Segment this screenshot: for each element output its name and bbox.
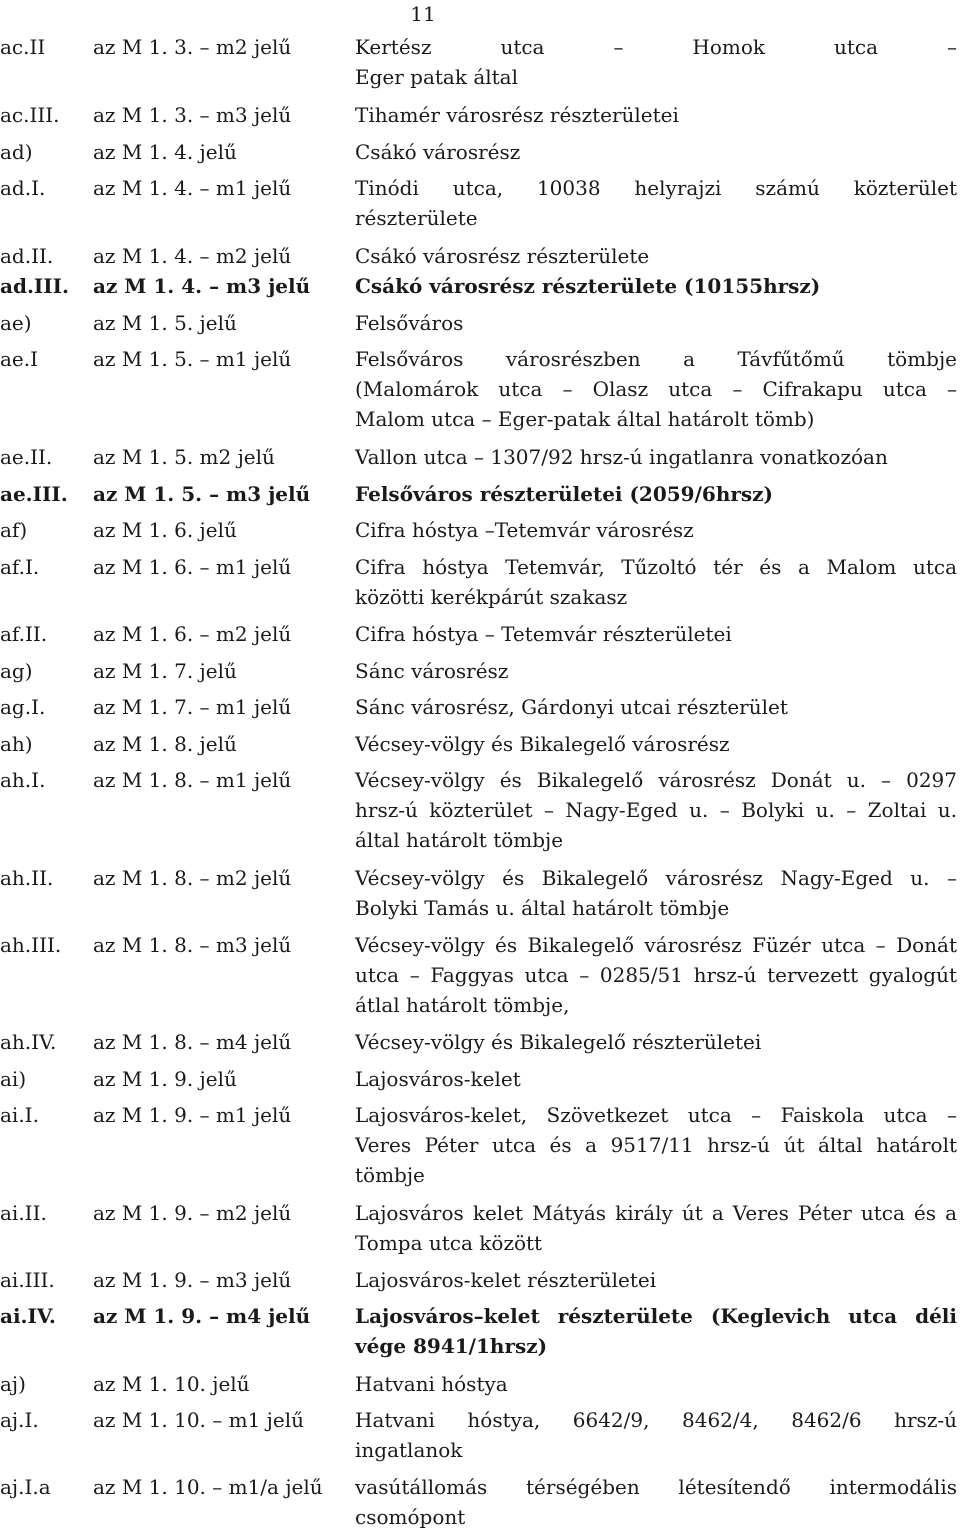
description-line: átlal határolt tömbje, (355, 993, 570, 1017)
description-line: Sánc városrész, Gárdonyi utcai részterület (355, 695, 788, 719)
description-line: Eger patak által (355, 65, 518, 89)
description-line: Bolyki Tamás u. által határolt tömbje (355, 896, 730, 920)
item-identifier: af.I. (0, 555, 40, 579)
description-line: Csákó városrész részterülete (355, 244, 650, 268)
description-line: Hatvani hóstya, 6642/9, 8462/4, 8462/6 hrsz-ú (355, 1408, 957, 1432)
item-description (355, 1472, 957, 1532)
item-zone-code: az M 1. 5. – m1 jelű (93, 347, 292, 371)
item-description (355, 656, 957, 686)
description-line: ingatlanok (355, 1438, 463, 1462)
description-line: csomópont (355, 1505, 466, 1529)
item-zone-code: az M 1. 10. – m1 jelű (93, 1408, 304, 1432)
item-description (355, 515, 957, 545)
item-identifier: ah.II. (0, 866, 54, 890)
item-identifier: af.II. (0, 622, 48, 646)
description-line: Vécsey-völgy és Bikalegelő részterületei (355, 1030, 762, 1054)
page-number: 11 (410, 2, 436, 26)
item-identifier: ai.II. (0, 1201, 47, 1225)
item-description (355, 765, 957, 855)
item-identifier: ae.II. (0, 445, 53, 469)
item-identifier: ag) (0, 659, 33, 683)
item-zone-code: az M 1. 6. – m1 jelű (93, 555, 292, 579)
item-zone-code: az M 1. 5. m2 jelű (93, 445, 275, 469)
description-line: utca – Faggyas utca – 0285/51 hrsz-ú tervezett gyalogút (355, 963, 957, 987)
item-zone-code: az M 1. 6. – m2 jelű (93, 622, 292, 646)
description-line: Tompa utca között (355, 1231, 543, 1255)
item-description (355, 173, 957, 233)
item-description (355, 1369, 957, 1399)
item-identifier: ai.I. (0, 1103, 39, 1127)
item-description (355, 1027, 957, 1057)
item-description (355, 344, 957, 434)
description-line: Vécsey-völgy és Bikalegelő városrész Füzér utca – Donát (355, 933, 957, 957)
item-zone-code: az M 1. 4. – m3 jelű (93, 274, 311, 298)
item-zone-code: az M 1. 3. – m2 jelű (93, 35, 292, 59)
description-line: Vécsey-völgy és Bikalegelő városrész Donát u. – 0297 (355, 768, 957, 792)
description-line: Csákó városrész (355, 140, 521, 164)
item-identifier: ad.I. (0, 176, 46, 200)
item-identifier: ah.I. (0, 768, 46, 792)
description-line: Cifra hóstya –Tetemvár városrész (355, 518, 694, 542)
description-line: Tihamér városrész részterületei (355, 103, 679, 127)
description-line: által határolt tömbje (355, 828, 564, 852)
item-description (355, 1198, 957, 1258)
item-zone-code: az M 1. 4. jelű (93, 140, 237, 164)
description-line: Cifra hóstya Tetemvár, Tűzoltó tér és a Malom utca (355, 555, 957, 579)
description-line: Sánc városrész (355, 659, 509, 683)
item-description (355, 137, 957, 167)
item-zone-code: az M 1. 3. – m3 jelű (93, 103, 292, 127)
item-description (355, 1405, 957, 1465)
item-identifier: ad.III. (0, 274, 69, 298)
item-identifier: ai.III. (0, 1268, 55, 1292)
item-description (355, 552, 957, 612)
item-description (355, 479, 957, 509)
description-line: Veres Péter utca és a 9517/11 hrsz-ú út által határolt (355, 1133, 957, 1157)
item-identifier: ag.I. (0, 695, 46, 719)
item-identifier: aj.I.a (0, 1475, 51, 1499)
item-identifier: ah) (0, 732, 33, 756)
item-description (355, 241, 957, 271)
description-line: Malom utca – Eger-patak által határolt tömb) (355, 407, 815, 431)
item-identifier: ac.III. (0, 103, 60, 127)
item-identifier: ai) (0, 1067, 27, 1091)
description-line: Vallon utca – 1307/92 hrsz-ú ingatlanra vonatkozóan (355, 445, 888, 469)
item-zone-code: az M 1. 8. – m3 jelű (93, 933, 292, 957)
item-zone-code: az M 1. 5. jelű (93, 311, 237, 335)
description-line: Cifra hóstya – Tetemvár részterületei (355, 622, 732, 646)
description-line: Lajosváros-kelet részterületei (355, 1268, 657, 1292)
item-identifier: ah.III. (0, 933, 62, 957)
item-description (355, 863, 957, 923)
description-line: vége 8941/1hrsz) (355, 1334, 548, 1358)
item-description (355, 692, 957, 722)
item-identifier: af) (0, 518, 28, 542)
item-zone-code: az M 1. 8. jelű (93, 732, 237, 756)
item-identifier: ae.I (0, 347, 39, 371)
description-line: Csákó városrész részterülete (10155hrsz) (355, 274, 821, 298)
description-line: közötti kerékpárút szakasz (355, 585, 628, 609)
item-identifier: aj.I. (0, 1408, 39, 1432)
description-line: részterülete (355, 206, 478, 230)
description-line: tömbje (355, 1163, 425, 1187)
item-zone-code: az M 1. 4. – m2 jelű (93, 244, 292, 268)
item-description (355, 930, 957, 1020)
item-zone-code: az M 1. 9. jelű (93, 1067, 237, 1091)
description-line: Lajosváros–kelet részterülete (Keglevich utca déli (355, 1304, 957, 1328)
description-line: Vécsey-völgy és Bikalegelő városrész Nagy-Eged u. – (355, 866, 957, 890)
item-description (355, 1265, 957, 1295)
item-zone-code: az M 1. 9. – m2 jelű (93, 1201, 292, 1225)
description-line: Kertész utca – Homok utca – (355, 35, 957, 59)
item-description (355, 1064, 957, 1094)
item-description (355, 32, 957, 92)
item-identifier: ae.III. (0, 482, 68, 506)
item-zone-code: az M 1. 8. – m4 jelű (93, 1030, 292, 1054)
description-line: Tinódi utca, 10038 helyrajzi számú közterület (355, 176, 957, 200)
item-identifier: aj) (0, 1372, 26, 1396)
description-line: hrsz-ú közterület – Nagy-Eged u. – Bolyki u. – Zoltai u. (355, 798, 957, 822)
description-line: Vécsey-völgy és Bikalegelő városrész (355, 732, 730, 756)
item-description (355, 271, 957, 301)
item-description (355, 442, 957, 472)
item-zone-code: az M 1. 10. jelű (93, 1372, 250, 1396)
item-zone-code: az M 1. 8. – m2 jelű (93, 866, 292, 890)
item-identifier: ac.II (0, 35, 46, 59)
item-description (355, 729, 957, 759)
item-identifier: ae) (0, 311, 32, 335)
item-zone-code: az M 1. 7. – m1 jelű (93, 695, 292, 719)
item-identifier: ad.II. (0, 244, 54, 268)
item-identifier: ad) (0, 140, 33, 164)
item-zone-code: az M 1. 9. – m3 jelű (93, 1268, 292, 1292)
item-zone-code: az M 1. 10. – m1/a jelű (93, 1475, 323, 1499)
description-line: Felsőváros (355, 311, 464, 335)
item-description (355, 308, 957, 338)
description-line: Lajosváros kelet Mátyás király út a Veres Péter utca és a (355, 1201, 957, 1225)
description-line: (Malomárok utca – Olasz utca – Cifrakapu utca – (355, 377, 957, 401)
item-zone-code: az M 1. 9. – m4 jelű (93, 1304, 311, 1328)
item-zone-code: az M 1. 6. jelű (93, 518, 237, 542)
item-description (355, 100, 957, 130)
item-zone-code: az M 1. 9. – m1 jelű (93, 1103, 292, 1127)
description-line: Felsőváros részterületei (2059/6hrsz) (355, 482, 773, 506)
item-identifier: ai.IV. (0, 1304, 56, 1328)
description-line: Lajosváros-kelet, Szövetkezet utca – Faiskola utca – (355, 1103, 957, 1127)
item-zone-code: az M 1. 4. – m1 jelű (93, 176, 292, 200)
item-description (355, 1100, 957, 1190)
item-description (355, 619, 957, 649)
item-zone-code: az M 1. 8. – m1 jelű (93, 768, 292, 792)
description-line: Felsőváros városrészben a Távfűtőmű tömbje (355, 347, 957, 371)
item-description (355, 1301, 957, 1361)
item-zone-code: az M 1. 7. jelű (93, 659, 237, 683)
description-line: Hatvani hóstya (355, 1372, 508, 1396)
description-line: Lajosváros-kelet (355, 1067, 521, 1091)
item-zone-code: az M 1. 5. – m3 jelű (93, 482, 311, 506)
description-line: vasútállomás térségében létesítendő intermodális (355, 1475, 957, 1499)
item-identifier: ah.IV. (0, 1030, 57, 1054)
